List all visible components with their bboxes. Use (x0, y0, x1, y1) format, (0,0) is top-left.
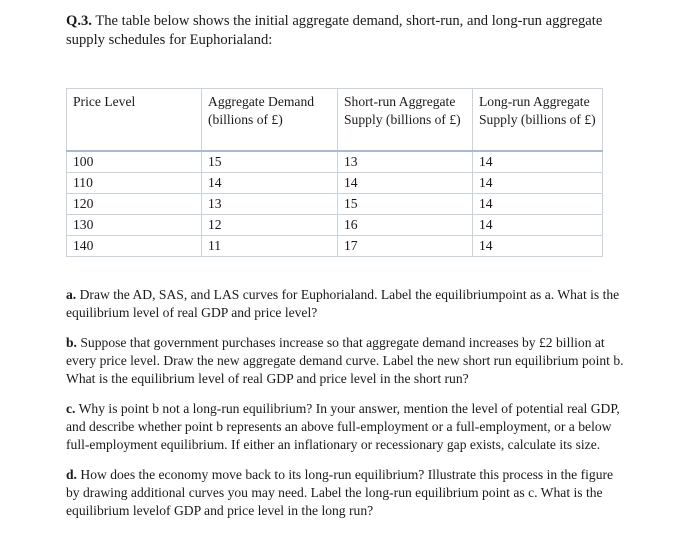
table-cell: 120 (67, 194, 202, 215)
table-cell: 11 (202, 236, 338, 257)
table-row (67, 236, 603, 257)
question-parts (66, 286, 626, 532)
table-cell: 16 (338, 215, 473, 236)
table-row (67, 194, 603, 215)
part-b (66, 334, 626, 388)
part-label: a. (66, 287, 77, 302)
table-header-row (67, 89, 603, 152)
table-row (67, 151, 603, 173)
table-cell: 14 (473, 151, 603, 173)
table-cell: 15 (338, 194, 473, 215)
part-c (66, 400, 626, 454)
part-d (66, 466, 626, 520)
table-cell: 14 (473, 194, 603, 215)
table-cell: 15 (202, 151, 338, 173)
question-header (66, 12, 626, 50)
table-cell: 13 (338, 151, 473, 173)
header-price-level: Price Level (67, 89, 202, 152)
part-label: c. (66, 401, 76, 416)
header-aggregate-demand: Aggregate Demand (billions of £) (202, 89, 338, 152)
table-cell: 14 (473, 236, 603, 257)
header-short-run-supply: Short-run Aggregate Supply (billions of £) (338, 89, 473, 152)
part-label: b. (66, 335, 77, 350)
table-cell: 14 (202, 173, 338, 194)
table-row (67, 173, 603, 194)
part-text: How does the economy move back to its long-run equilibrium? Illustrate this process in the figure by drawing additional curves you may need. Label the long-run equilibrium point as c. What is the equilibrium levelof GDP and price level in the long run? (66, 467, 614, 518)
header-long-run-supply: Long-run Aggregate Supply (billions of £) (473, 89, 603, 152)
part-a (66, 286, 626, 322)
table-cell: 130 (67, 215, 202, 236)
part-text: Suppose that government purchases increase so that aggregate demand increases by £2 billion at every price level. Draw the new aggregate demand curve. Label the new short run equilibrium point b. What is the equilibrium level of real GDP and price level in the short run? (66, 335, 624, 386)
table-cell: 13 (202, 194, 338, 215)
table-cell: 100 (67, 151, 202, 173)
part-text: Draw the AD, SAS, and LAS curves for Euphorialand. Label the equilibriumpoint as a. What is the equilibrium level of real GDP and price level? (66, 287, 620, 320)
question-text: The table below shows the initial aggregate demand, short-run, and long-run aggregate supply schedules for Euphorialand: (66, 13, 603, 48)
table-cell: 14 (473, 173, 603, 194)
part-text: Why is point b not a long-run equilibrium? In your answer, mention the level of potential real GDP, and describe whether point b represents an above full-employment or a full-employment, or a below full-employment equilibrium. If either an inflationary or recessionary gap exists, calculate its size. (66, 401, 620, 452)
question-number: Q.3. (66, 13, 92, 29)
table-row (67, 215, 603, 236)
table-cell: 17 (338, 236, 473, 257)
table-cell: 110 (67, 173, 202, 194)
table-cell: 140 (67, 236, 202, 257)
table-cell: 14 (473, 215, 603, 236)
supply-demand-table (66, 88, 603, 257)
part-label: d. (66, 467, 77, 482)
table-cell: 12 (202, 215, 338, 236)
table-cell: 14 (338, 173, 473, 194)
